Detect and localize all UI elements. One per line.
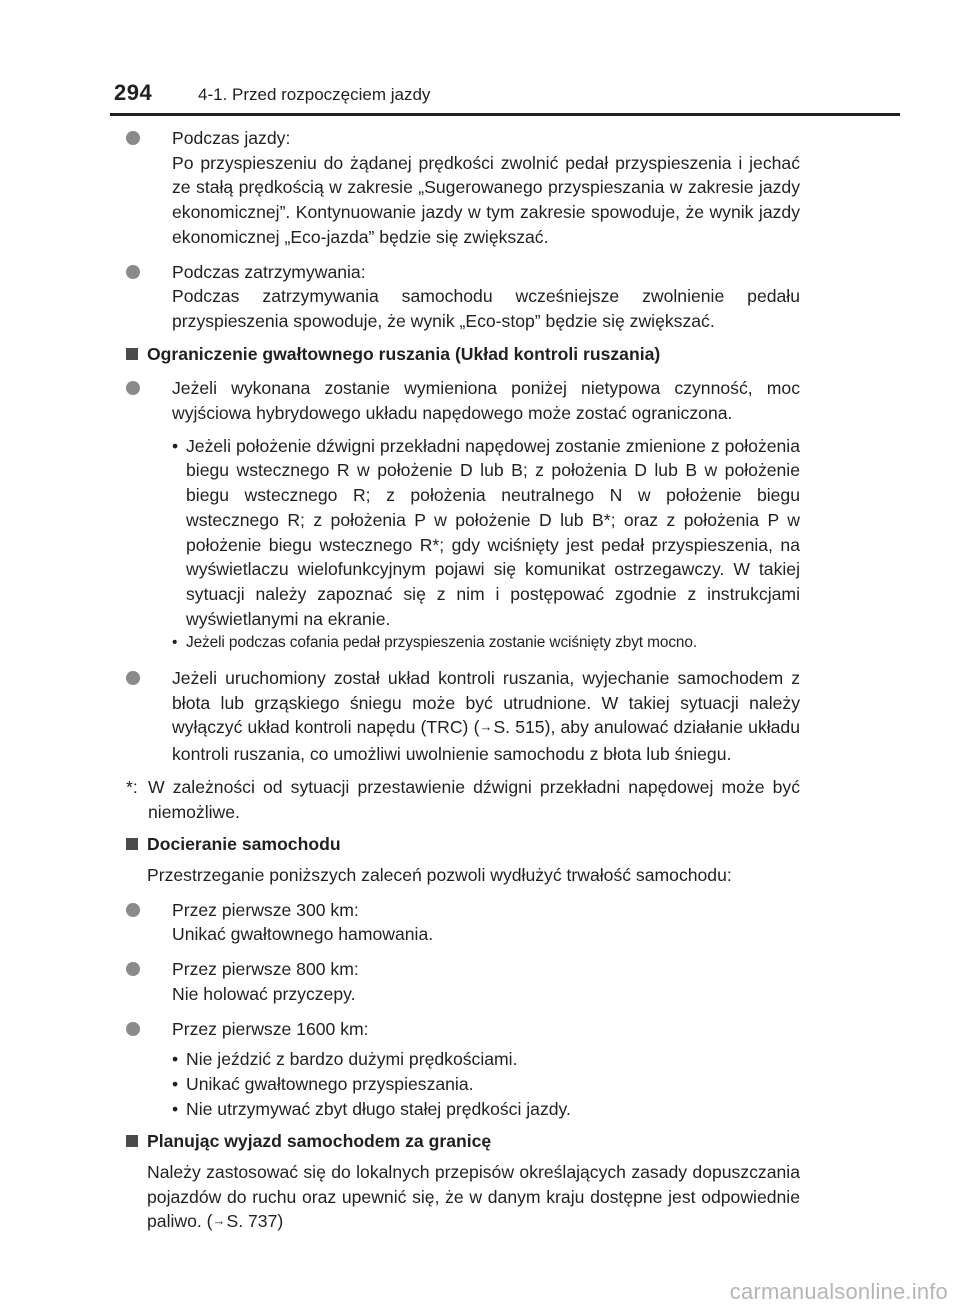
bullet-title: Przez pierwsze 1600 km: (172, 1018, 369, 1039)
sub-bullet-item (172, 631, 800, 656)
bullet-title: Podczas jazdy: (172, 128, 291, 148)
sub-bullet-item (172, 1097, 800, 1122)
watermark-text: carmanualsonline.info (729, 1279, 948, 1304)
bullet-800km (126, 957, 800, 1006)
circle-bullet-icon (126, 962, 140, 976)
arrow-icon: → (479, 719, 493, 735)
page-reference: S. 737 (226, 1211, 278, 1232)
bullet-text: Po przyspieszeniu do żądanej prędkości zwolnić pedał przyspieszenia i jechać ze stałą prędkością w zakresie „Sugerowanego przyspieszania w zakresie jazdy ekonomicznej”. Kontynuowanie jazdy w tym zakresie spowoduje, że wynik jazdy ekonomicznej „Eco-jazda” będzie się zwiększać. (172, 152, 800, 247)
bullet-300km (126, 898, 800, 947)
page-header (110, 76, 900, 112)
section-heading-break-in (126, 832, 800, 857)
sub-bullet-list (126, 1047, 800, 1121)
circle-bullet-icon (126, 381, 140, 395)
bullet-text: Podczas zatrzymywania samochodu wcześniejsze zwolnienie pedału przyspieszenia spowoduje, że wynik „Eco-stop” będzie się zwiększać. (172, 286, 800, 331)
page-reference: S. 515 (493, 717, 545, 738)
page-content (126, 126, 800, 1236)
header-rule (110, 113, 900, 116)
text-fragment: ), aby anulować działanie układu kontroli ruszania, co umożliwi uwolnienie samochodu z błota lub śniegu. (172, 717, 800, 765)
circle-bullet-icon (126, 131, 140, 145)
sub-bullet-item (172, 434, 800, 632)
section-heading-start-control (126, 342, 800, 367)
square-bullet-icon (126, 838, 138, 850)
sub-bullet-text: Unikać gwałtownego przyspieszania. (186, 1073, 474, 1094)
dot-bullet-icon: • (172, 1049, 179, 1070)
dot-bullet-icon: • (172, 1073, 179, 1094)
footnote-mark: *: (126, 776, 138, 797)
section-text (126, 1160, 800, 1236)
dot-bullet-icon: • (172, 1098, 179, 1119)
bullet-text: Jeżeli wykonana zostanie wymieniona poniżej nietypowa czynność, moc wyjściowa hybrydowego układu napędowego może zostać ograniczona. (172, 378, 800, 424)
page-number: 294 (114, 80, 153, 105)
sub-bullet-text: Jeżeli podczas cofania pedał przyspieszenia zostanie wciśnięty zbyt mocno. (186, 634, 698, 652)
sub-bullet-text: Jeżeli położenie dźwigni przekładni napędowej zostanie zmienione z położenia biegu wstecznego R w położenie D lub B; z położenia D lub B w położenie biegu wstecznego R; z położenia neutralnego N w położenie biegu wstecznego R; z położenia P w położenie D lub B*; oraz z położenia P w położenie biegu wstecznego R*; gdy wciśnięty jest pedał przyspieszenia, na wyświetlaczu wielofunkcyjnym pojawi się komunikat ostrzegawczy. W takiej sytuacji należy zapoznać się z nim i postępować zgodnie z instrukcjami wyświetlanymi na ekranie. (186, 435, 800, 629)
section-heading-abroad (126, 1129, 800, 1154)
arrow-icon: → (212, 1213, 226, 1229)
section-title: 4-1. Przed rozpoczęciem jazdy (198, 85, 431, 104)
section-intro: Przestrzeganie poniższych zaleceń pozwoli wydłużyć trwałość samochodu: (147, 864, 732, 885)
bullet-1600km (126, 1017, 800, 1042)
sub-bullet-text: Nie utrzymywać zbyt długo stałej prędkości jazdy. (186, 1098, 571, 1119)
sub-bullet-item (172, 1072, 800, 1097)
bullet-driving (126, 126, 800, 250)
bullet-title: Przez pierwsze 800 km: (172, 959, 359, 980)
bullet-text (172, 666, 800, 767)
sub-bullet-text: Nie jeździć z bardzo dużymi prędkościami. (186, 1049, 518, 1070)
circle-bullet-icon (126, 265, 140, 279)
footnote (126, 775, 800, 824)
bullet-text: Unikać gwałtownego hamowania. (172, 924, 434, 945)
sub-bullet-list (126, 434, 800, 656)
heading-text: Docieranie samochodu (147, 834, 341, 855)
square-bullet-icon (126, 348, 138, 360)
text-fragment: Należy zastosować się do lokalnych przepisów określających zasady dopuszczania pojazdów do ruchu oraz upewnić się, że w danym kraju dostępne jest odpowiednie paliwo. ( (147, 1162, 800, 1232)
text-fragment: Jeżeli uruchomiony został układ kontroli ruszania, wyjechanie samochodem z błota lub grząskiego śniegu może być utrudnione. W takiej sytuacji należy wyłączyć układ kontroli napędu (TRC) ( (172, 668, 800, 738)
text-fragment: ) (277, 1211, 284, 1232)
circle-bullet-icon (126, 903, 140, 917)
bullet-text: Nie holować przyczepy. (172, 983, 356, 1004)
footnote-text: W zależności od sytuacji przestawienie dźwigni przekładni napędowej może być niemożliwe. (148, 776, 800, 822)
dot-bullet-icon: • (172, 435, 179, 456)
bullet-title: Przez pierwsze 300 km: (172, 899, 359, 920)
dot-bullet-icon: • (172, 634, 178, 652)
bullet-power-limited (126, 376, 800, 425)
heading-text: Ograniczenie gwałtownego ruszania (Układ kontroli ruszania) (147, 343, 661, 364)
sub-bullet-item (172, 1047, 800, 1072)
bullet-trc (126, 666, 800, 767)
heading-text: Planując wyjazd samochodem za granicę (147, 1131, 492, 1152)
circle-bullet-icon (126, 1022, 140, 1036)
square-bullet-icon (126, 1135, 138, 1147)
bullet-title: Podczas zatrzymywania: (172, 261, 366, 282)
bullet-stopping (126, 260, 800, 334)
circle-bullet-icon (126, 671, 140, 685)
